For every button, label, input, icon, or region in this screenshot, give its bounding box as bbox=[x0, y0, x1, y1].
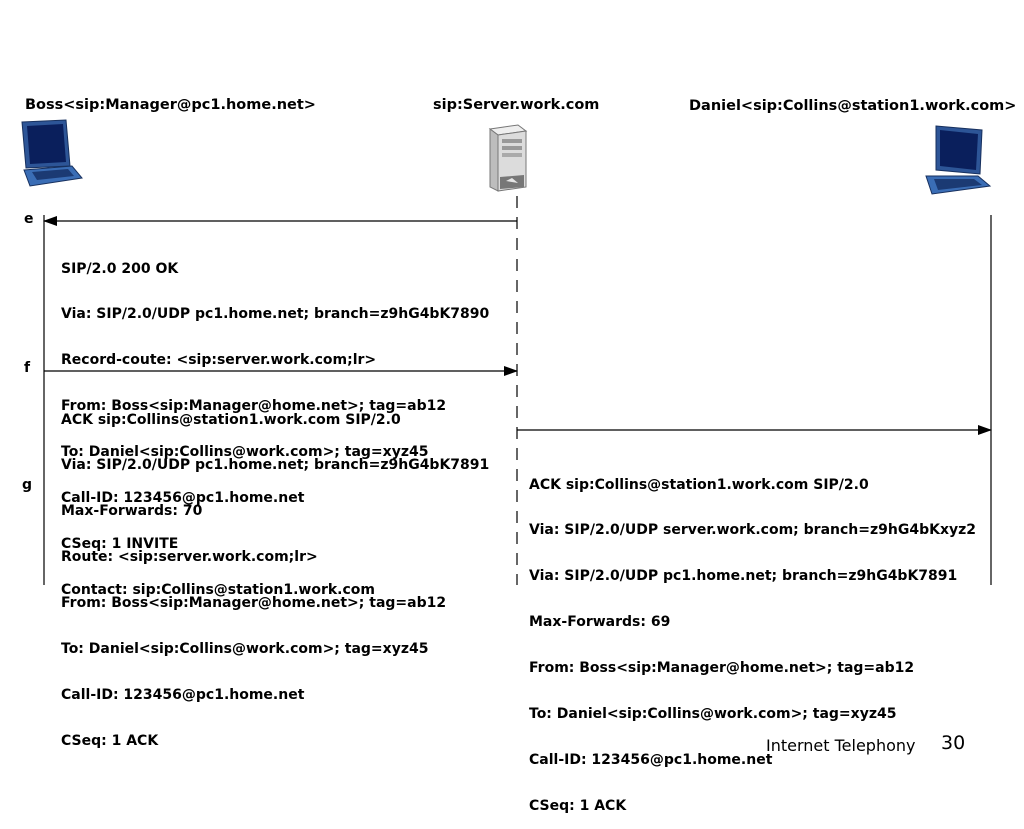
message-line: To: Daniel<sip:Collins@work.com>; tag=xyz45 bbox=[61, 444, 429, 461]
message-line: Call-ID: 123456@pc1.home.net bbox=[61, 490, 305, 507]
message-line: Call-ID: 123456@pc1.home.net bbox=[529, 751, 773, 768]
step-g: g bbox=[22, 477, 33, 493]
step-f: f bbox=[24, 360, 31, 376]
message-line: CSeq: 1 ACK bbox=[529, 797, 627, 814]
message-line: Record-coute: <sip:server.work.com;lr> bbox=[61, 352, 377, 369]
message-line: Call-ID: 123456@pc1.home.net bbox=[61, 686, 305, 703]
message-line: To: Daniel<sip:Collins@work.com>; tag=xyz45 bbox=[61, 641, 429, 658]
message-ack-to-callee bbox=[529, 447, 976, 829]
message-line: Via: SIP/2.0/UDP pc1.home.net; branch=z9hG4bK7891 bbox=[529, 568, 958, 585]
caller-label: Boss<sip:Manager@pc1.home.net> bbox=[25, 97, 316, 113]
message-line: Route: <sip:server.work.com;lr> bbox=[61, 549, 318, 566]
page-number: 30 bbox=[941, 732, 966, 754]
server-icon bbox=[490, 125, 526, 191]
callee-label: Daniel<sip:Collins@station1.work.com> bbox=[689, 98, 1017, 114]
message-line: Contact: sip:Collins@station1.work.com bbox=[61, 581, 376, 598]
message-line: ACK sip:Collins@station1.work.com SIP/2.0 bbox=[529, 476, 869, 493]
message-line: ACK sip:Collins@station1.work.com SIP/2.0 bbox=[61, 411, 401, 428]
message-line: CSeq: 1 ACK bbox=[61, 732, 159, 749]
message-line: Via: SIP/2.0/UDP server.work.com; branch=z9hG4bKxyz2 bbox=[529, 522, 976, 539]
message-ack-to-proxy bbox=[61, 382, 489, 764]
laptop-icon bbox=[22, 120, 82, 186]
message-line: From: Boss<sip:Manager@home.net>; tag=ab12 bbox=[529, 660, 915, 677]
message-line: To: Daniel<sip:Collins@work.com>; tag=xyz45 bbox=[529, 706, 897, 723]
message-line: Via: SIP/2.0/UDP pc1.home.net; branch=z9hG4bK7890 bbox=[61, 306, 490, 323]
footer-title: Internet Telephony bbox=[766, 736, 916, 755]
message-line: CSeq: 1 INVITE bbox=[61, 535, 179, 552]
proxy-label: sip:Server.work.com bbox=[433, 97, 600, 113]
message-line: From: Boss<sip:Manager@home.net>; tag=ab12 bbox=[61, 398, 447, 415]
message-line: From: Boss<sip:Manager@home.net>; tag=ab12 bbox=[61, 595, 447, 612]
message-line: Via: SIP/2.0/UDP pc1.home.net; branch=z9hG4bK7891 bbox=[61, 457, 490, 474]
laptop-icon bbox=[926, 126, 990, 194]
message-line: Max-Forwards: 69 bbox=[529, 614, 671, 631]
message-line: Max-Forwards: 70 bbox=[61, 503, 203, 520]
message-line: SIP/2.0 200 OK bbox=[61, 260, 179, 277]
step-e: e bbox=[24, 211, 34, 227]
